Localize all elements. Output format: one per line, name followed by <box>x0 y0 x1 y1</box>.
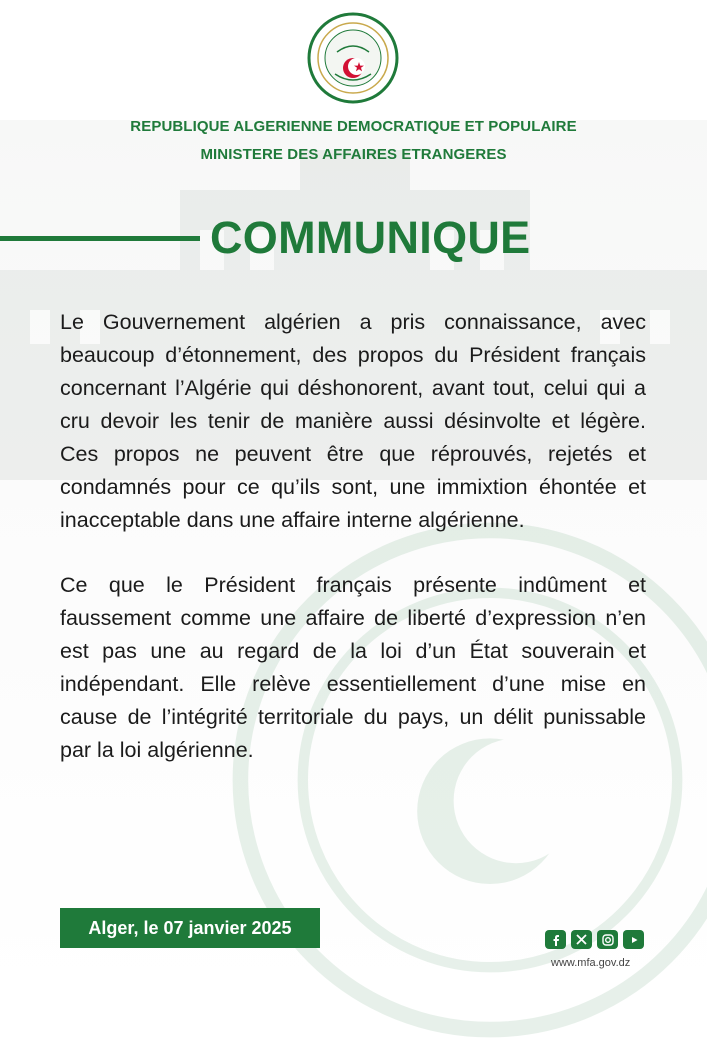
ministry-name: MINISTERE DES AFFAIRES ETRANGERES <box>200 146 507 163</box>
country-name: REPUBLIQUE ALGERIENNE DEMOCRATIQUE ET POPULAIRE <box>130 118 577 135</box>
paragraph: Ce que le Président français présente indûment et faussement comme une affaire de liberté d’expression n’en est pas une au regard de la loi d’un État souverain et indépendant. Elle relève essentiellement d’une mise en cause de l’intégrité territoriale du pays, un délit punissable par la loi algérienne. <box>60 573 646 762</box>
x-icon[interactable] <box>571 930 592 949</box>
page-title: COMMUNIQUE <box>210 212 531 263</box>
paragraph: Le Gouvernement algérien a pris connaissance, avec beaucoup d’étonnement, des propos du Président français concernant l’Algérie qui déshonorent, avant tout, celui qui a cru devoir les tenir de manière aussi désinvolte et légère. Ces propos ne peuvent être que réprouvés, rejetés et condamnés pour ce qu’ils sont, une immixtion éhontée et inacceptable dans une affaire interne algérienne. <box>60 310 646 532</box>
instagram-icon[interactable] <box>597 930 618 949</box>
date-badge: Alger, le 07 janvier 2025 <box>60 908 320 948</box>
website-link[interactable]: www.mfa.gov.dz <box>551 957 631 969</box>
facebook-icon[interactable] <box>545 930 566 949</box>
social-links <box>545 930 644 949</box>
ministry-seal-logo <box>307 12 399 104</box>
title-accent-bar <box>0 236 200 241</box>
communique-body <box>60 306 646 799</box>
youtube-icon[interactable] <box>623 930 644 949</box>
